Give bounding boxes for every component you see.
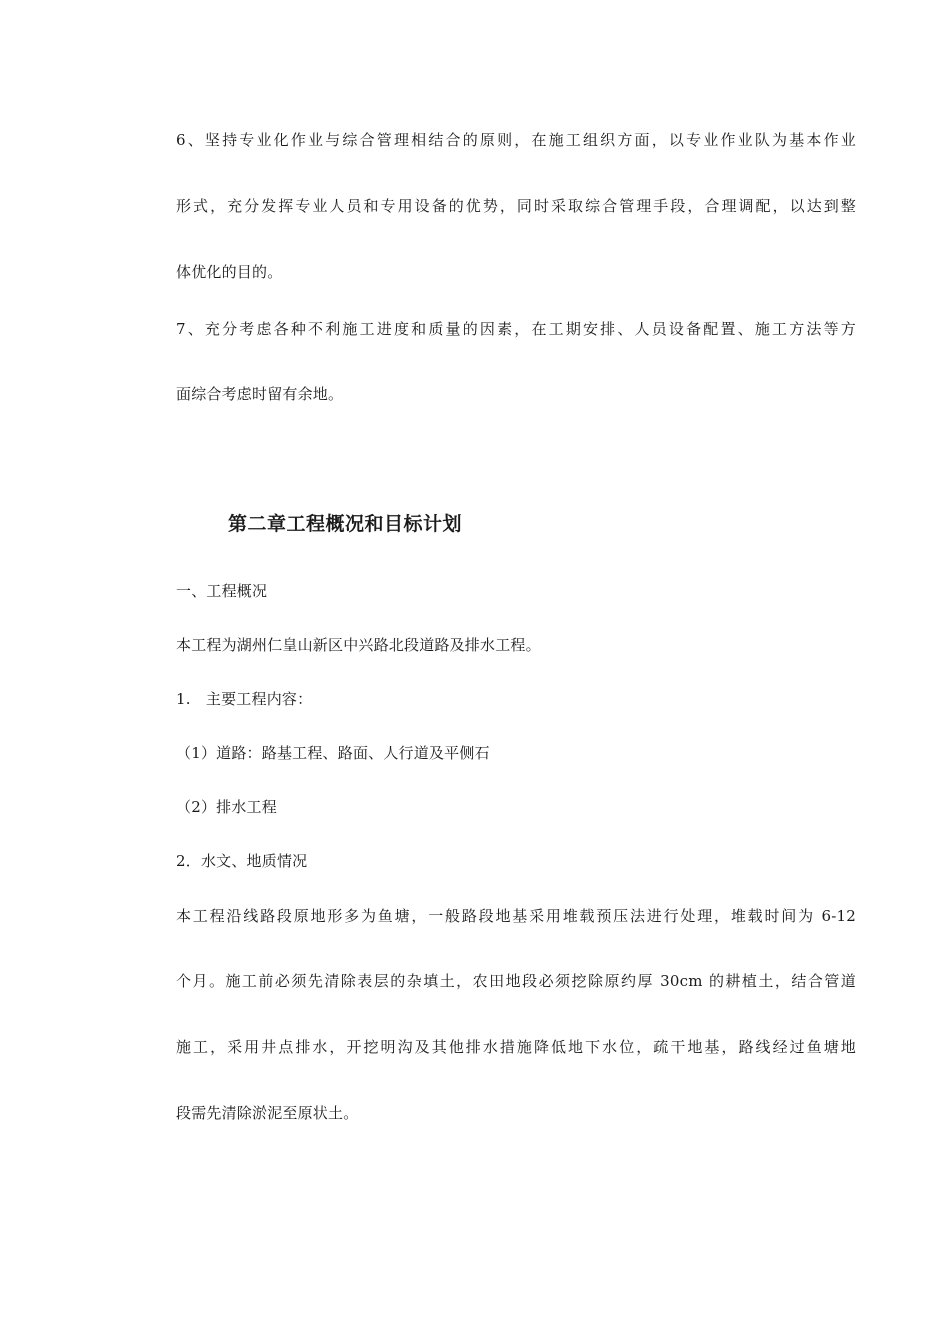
principle-7-line-1: 7、充分考虑各种不利施工进度和质量的因素，在工期安排、人员设备配置、施工方法等方: [176, 320, 856, 338]
chapter-title: 第二章工程概况和目标计划: [228, 513, 463, 535]
item-2-line-4: 段需先清除淤泥至原状土。: [176, 1104, 359, 1122]
overview-intro: 本工程为湖州仁皇山新区中兴路北段道路及排水工程。: [176, 636, 541, 654]
item-1-sub-2: （2）排水工程: [176, 798, 277, 816]
section-title-overview: 一、工程概况: [176, 582, 268, 600]
item-2-line-3: 施工，采用井点排水，开挖明沟及其他排水措施降低地下水位，疏干地基，路线经过鱼塘地: [176, 1038, 856, 1056]
item-1-sub-1: （1）道路：路基工程、路面、人行道及平侧石: [176, 744, 490, 762]
principle-6-line-3: 体优化的目的。: [176, 263, 283, 281]
item-2-line-2: 个月。施工前必须先清除表层的杂填土，农田地段必须挖除原约厚 30cm 的耕植土，结合管道: [176, 972, 856, 990]
principle-7-line-2: 面综合考虑时留有余地。: [176, 385, 344, 403]
item-1-title: 1. 主要工程内容：: [176, 690, 313, 708]
item-2-title: 2．水文、地质情况: [176, 852, 308, 870]
principle-6-line-2: 形式，充分发挥专业人员和专用设备的优势，同时采取综合管理手段，合理调配，以达到整: [176, 197, 856, 215]
principle-6-line-1: 6、坚持专业化作业与综合管理相结合的原则，在施工组织方面，以专业作业队为基本作业: [176, 131, 856, 149]
item-2-line-1: 本工程沿线路段原地形多为鱼塘，一般路段地基采用堆载预压法进行处理，堆载时间为 6-12: [176, 907, 856, 925]
